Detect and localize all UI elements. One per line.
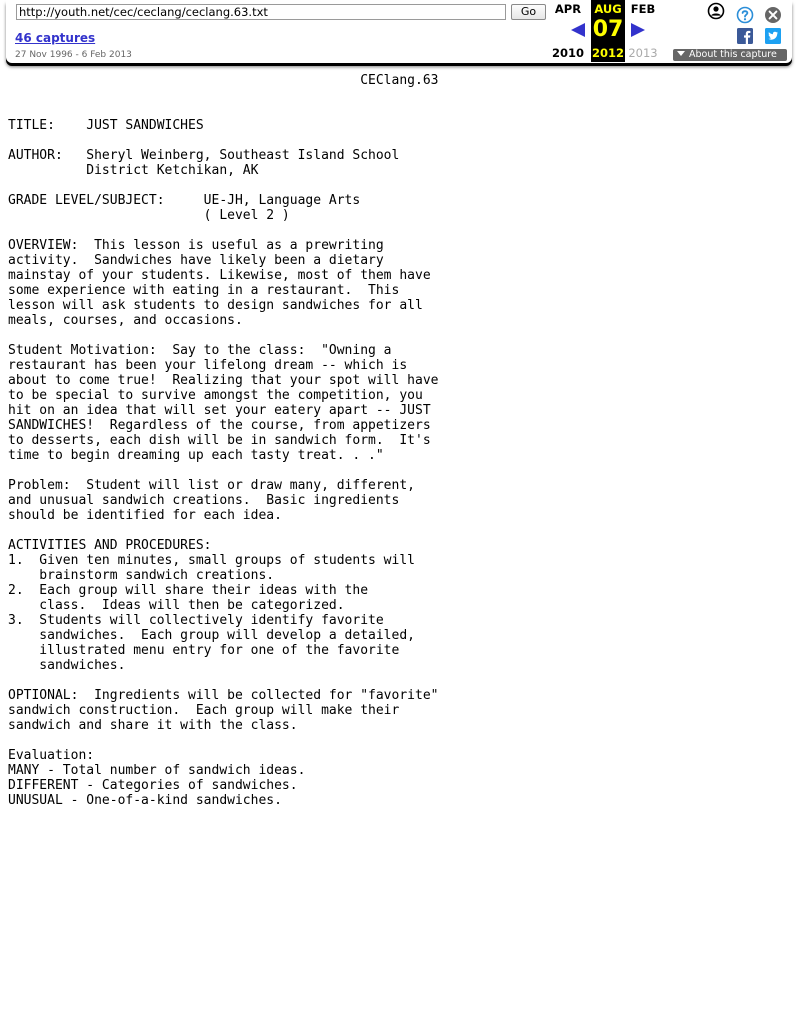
current-year-label: 2012 [591,46,624,60]
captures-link[interactable]: 46 captures [15,31,96,45]
next-month-label[interactable]: FEB [630,2,656,16]
about-capture-button[interactable] [673,49,787,61]
current-month-label: AUG [594,2,622,16]
close-icon[interactable] [764,6,782,24]
calendar-current-column [591,0,625,62]
facebook-icon[interactable] [737,28,753,44]
triangle-down-icon [677,51,685,56]
go-button[interactable]: Go [511,4,546,20]
document-text: CEClang.63 TITLE: JUST SANDWICHES AUTHOR: Sheryl Weinberg, Southeast Island School District Ketchikan, AK GRADE LEVEL/SUBJECT: UE-JH, Language Arts ( Level 2 ) OVERVIEW: This lesson is useful as a prewriting activity. Sandwiches have likely been a dietary mainstay of your students. Likewise, most of them have some experience with eating in a restaurant. This lesson will ask students to design sandwiches for all meals, courses, and occasions. Student Motivation: Say to the class: "Owning a restaurant has been your lifelong dream -- which is about to come true! Realizing that your spot will have to be special to survive amongst the competition, you hit on an idea that will set your eatery apart -- JUST SANDWICHES! Regardless of the course, from appetizers to desserts, each dish will be in sandwich form. It's time to begin dreaming up each tasty treat. . ." Problem: Student will list or draw many, different, and unusual sandwich creations. Basic ingredients should be identified for each idea. ACTIVITIES AND PROCEDURES: 1. Given ten minutes, small groups of students will brainstorm sandwich creations. 2. Each group will share their ideas with the class. Ideas will then be categorized. 3. Students will collectively identify favorite sandwiches. Each group will develop a detailed, illustrated menu entry for one of the favorite sandwiches. OPTIONAL: Ingredients will be collected for "favorite" sandwich construction. Each group will make their sandwich and share it with the class. Evaluation: MANY - Total number of sandwich ideas. DIFFERENT - Categories of sandwiches. UNUSUAL - One-of-a-kind sandwiches. [8,73,439,808]
url-input[interactable] [16,4,506,20]
help-icon[interactable] [736,6,754,24]
next-year-label: 2013 [628,46,658,60]
wayback-toolbar [6,0,792,63]
current-day-label: 07 [592,17,624,42]
prev-year-label[interactable]: 2010 [551,46,584,60]
twitter-icon[interactable] [765,28,781,44]
user-icon[interactable] [707,2,725,20]
prev-month-label[interactable]: APR [554,2,582,16]
calendar-next-column[interactable] [626,0,660,62]
left-arrow-icon[interactable] [570,22,586,38]
about-capture-label: About this capture [689,49,777,60]
capture-date-range: 27 Nov 1996 - 6 Feb 2013 [15,50,132,60]
